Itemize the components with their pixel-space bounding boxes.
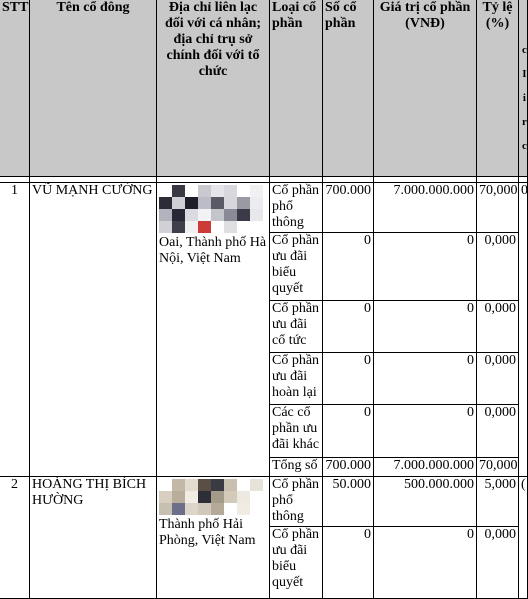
shareholder-name: HOÀNG THỊ BÍCH HƯỜNG — [30, 477, 157, 599]
share-value: 0 — [374, 233, 477, 301]
share-count: 700.000 — [323, 183, 374, 233]
header-share-value: Giá trị cổ phần (VNĐ) — [374, 0, 477, 177]
share-ratio: 0,000 — [477, 527, 519, 599]
header-address: Địa chỉ liên lạc đối với cá nhân; địa chỉ trụ sở chính đối với tổ chức — [157, 0, 270, 177]
share-type: Cổ phần ưu đãi cổ tức — [270, 301, 323, 353]
share-count: 0 — [323, 233, 374, 301]
share-ratio: 0,000 — [477, 353, 519, 405]
share-value: 0 — [374, 353, 477, 405]
stt-cell: 2 — [0, 477, 30, 599]
header-extra-fragment: I — [522, 68, 527, 80]
header-extra-fragment: c — [522, 140, 527, 152]
table-row — [0, 183, 528, 233]
share-type: Cổ phần phổ thông — [270, 477, 323, 527]
share-count: 0 — [323, 353, 374, 405]
share-value: 0 — [374, 301, 477, 353]
share-ratio: 5,000 — [477, 477, 519, 527]
address-text: Thành phố Hải Phòng, Việt Nam — [159, 517, 256, 548]
share-value: 7.000.000.000 — [374, 458, 477, 477]
share-count: 0 — [323, 405, 374, 458]
share-value: 0 — [374, 405, 477, 458]
extra-col-cell: 0 — [519, 183, 528, 477]
header-extra-fragment: c — [522, 44, 527, 56]
share-value: 500.000.000 — [374, 477, 477, 527]
address-cell — [157, 183, 270, 477]
share-count: 700.000 — [323, 458, 374, 477]
redacted-address-block — [159, 185, 263, 233]
share-ratio: 0,000 — [477, 301, 519, 353]
share-count: 0 — [323, 527, 374, 599]
share-type: Cổ phần ưu đãi hoàn lại — [270, 353, 323, 405]
header-ratio: Tỷ lệ (%) — [477, 0, 519, 177]
header-share-count: Số cổ phần — [323, 0, 374, 177]
stt-cell: 1 — [0, 183, 30, 477]
header-extra-fragment: r — [522, 116, 527, 128]
share-ratio: 70,000 — [477, 458, 519, 477]
header-name: Tên cổ đông — [30, 0, 157, 177]
share-type: Các cổ phần ưu đãi khác — [270, 405, 323, 458]
header-extra-fragment: i — [522, 92, 526, 104]
share-type: Cổ phần phổ thông — [270, 183, 323, 233]
share-value: 0 — [374, 527, 477, 599]
share-type: Cổ phần ưu đãi biểu quyết — [270, 233, 323, 301]
address-cell — [157, 477, 270, 599]
share-ratio: 70,000 — [477, 183, 519, 233]
share-type: Cổ phần ưu đãi biểu quyết — [270, 527, 323, 599]
header-extra — [519, 0, 528, 177]
redacted-address-block — [159, 479, 263, 515]
share-count: 0 — [323, 301, 374, 353]
share-ratio: 0,000 — [477, 233, 519, 301]
header-share-type: Loại cổ phần — [270, 0, 323, 177]
share-type: Tổng số — [270, 458, 323, 477]
table-header-row — [0, 0, 528, 177]
address-text: Oai, Thành phố Hà Nội, Việt Nam — [159, 235, 267, 266]
share-ratio: 0,000 — [477, 405, 519, 458]
extra-col-cell: ( — [519, 477, 528, 599]
share-value: 7.000.000.000 — [374, 183, 477, 233]
header-stt: STT — [0, 0, 30, 177]
shareholder-name: VŨ MẠNH CƯỜNG — [30, 183, 157, 477]
table-row — [0, 477, 528, 527]
share-count: 50.000 — [323, 477, 374, 527]
